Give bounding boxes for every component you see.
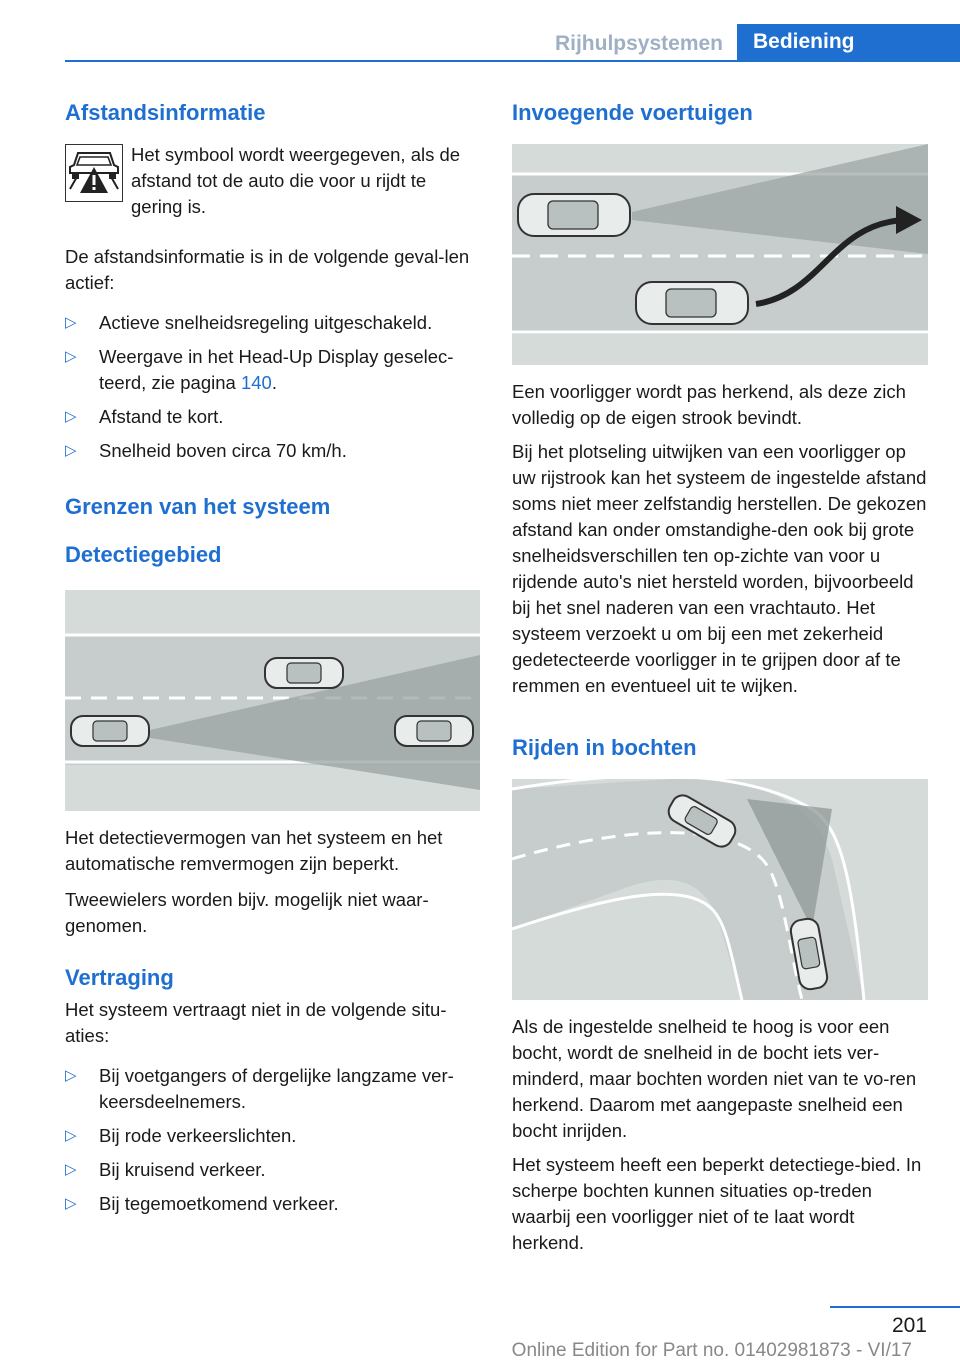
subsection-title-detectiegebied: Detectiegebied xyxy=(65,542,222,567)
page-number: 201 xyxy=(891,1314,927,1337)
bochten-paragraph-2: Het systeem heeft een beperkt detectiege-bied. In scherpe bochten kunnen situaties op-treden waarbij een voorligger niet of te laat wordt herkend. xyxy=(512,1154,922,1253)
header-rule xyxy=(65,60,960,62)
vertraging-intro: Het systeem vertraagt niet in de volgende situ-aties: xyxy=(65,999,447,1046)
list-item: ▷ Bij tegemoetkomend verkeer. xyxy=(65,1191,480,1217)
symbol-description: Het symbool wordt weergegeven, als de afstand tot de auto die voor u rijdt te gering is. xyxy=(131,144,461,217)
afstand-bullet-list xyxy=(65,310,480,464)
right-column xyxy=(512,100,928,1256)
figure-detection-area xyxy=(65,590,480,811)
subsection-title-vertraging: Vertraging xyxy=(65,965,174,990)
header-section-tab[interactable]: Rijhulpsystemen xyxy=(554,32,723,55)
vehicle-warning-icon xyxy=(65,144,123,202)
subsection-title-rijden-in-bochten: Rijden in bochten xyxy=(512,735,697,760)
list-item: ▷ Actieve snelheidsregeling uitgeschakeld. xyxy=(65,310,480,336)
detectie-paragraph-1: Het detectievermogen van het systeem en het automatische remvermogen zijn beperkt. xyxy=(65,827,443,874)
figure-driving-in-curves xyxy=(512,779,928,1000)
footer-rule xyxy=(830,1306,960,1308)
list-item: ▷ Weergave in het Head-Up Display geselec-teerd, zie pagina 140. xyxy=(65,344,480,396)
car-own xyxy=(71,716,149,746)
list-item: ▷ Bij kruisend verkeer. xyxy=(65,1157,480,1183)
edition-footer: Online Edition for Part no. 01402981873 - VI/17 xyxy=(511,1340,912,1361)
invoegend-paragraph-2: Bij het plotseling uitwijken van een voorligger op uw rijstrook kan het systeem de ingestelde afstand soms niet meer zelfstandig herstellen. De gekozen afstand kan onder omstandighe-den ook bij grote snelheidsverschillen ten op-zichte van voor u rijdende auto's niet hersteld worden, bijvoorbeeld bij het snel naderen van een vrachtauto. Het systeem verzoekt u om bij een met zekerheid gedetecteerde voorligger in te grijpen door af te remmen en eventueel uit te wijken. xyxy=(512,441,927,696)
left-column xyxy=(65,100,480,1217)
figure-merging-vehicles xyxy=(512,144,928,365)
car-leading xyxy=(518,194,630,236)
list-item: ▷ Bij rode verkeerslichten. xyxy=(65,1123,480,1149)
page-header xyxy=(65,24,960,62)
section-title-afstandsinformatie: Afstandsinformatie xyxy=(65,100,266,125)
car-front-right xyxy=(395,716,473,746)
section-title-grenzen: Grenzen van het systeem xyxy=(65,494,331,519)
detectie-paragraph-2: Tweewielers worden bijv. mogelijk niet waar-genomen. xyxy=(65,889,429,936)
vertraging-bullet-list xyxy=(65,1063,480,1217)
car-front-center xyxy=(265,658,343,688)
bochten-paragraph-1: Als de ingestelde snelheid te hoog is voor een bocht, wordt de snelheid in de bocht iets ver-minderd, maar bochten worden niet van te vo-ren herkend. Daarom met aangepaste snelheid een bocht inrijden. xyxy=(512,1016,917,1141)
symbol-block xyxy=(65,142,480,234)
header-chapter-tab[interactable]: Bediening xyxy=(737,24,960,60)
page-link[interactable]: 140 xyxy=(240,372,272,393)
car-merging xyxy=(636,282,748,324)
list-item: ▷ Bij voetgangers of dergelijke langzame ver-keersdeelnemers. xyxy=(65,1063,480,1115)
list-item: ▷ Snelheid boven circa 70 km/h. xyxy=(65,438,480,464)
list-item: ▷ Afstand te kort. xyxy=(65,404,480,430)
invoegend-paragraph-1: Een voorligger wordt pas herkend, als deze zich volledig op de eigen strook bevindt. xyxy=(512,381,906,428)
subsection-title-invoegende-voertuigen: Invoegende voertuigen xyxy=(512,100,753,125)
afstand-intro: De afstandsinformatie is in de volgende geval-len actief: xyxy=(65,246,470,293)
